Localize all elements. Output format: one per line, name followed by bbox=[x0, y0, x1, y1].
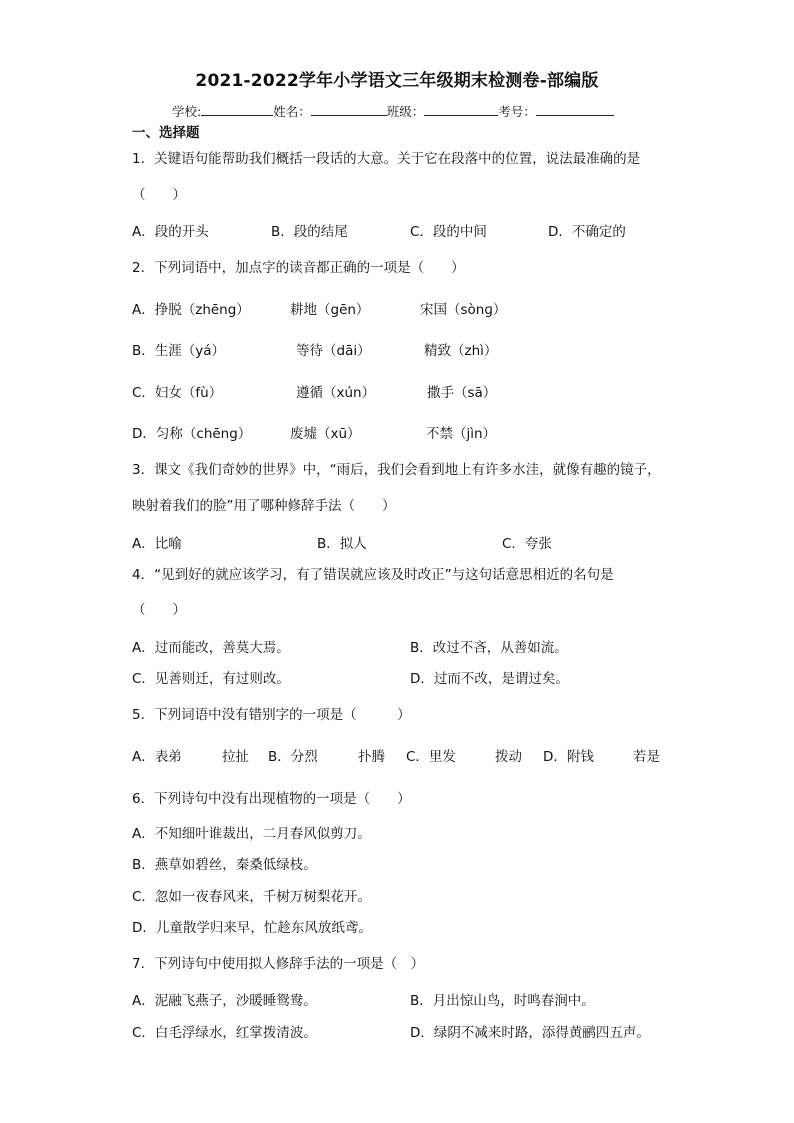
q5-option-d[interactable]: D．附钱 bbox=[543, 749, 594, 765]
question-5-stem: 5．下列词语中没有错别字的一项是（ ） bbox=[132, 707, 411, 723]
question-7-stem: 7．下列诗句中使用拟人修辞手法的一项是（ ） bbox=[132, 956, 425, 972]
question-4-stem: 4．“见到好的就应该学习，有了错误就应该及时改正”与这句话意思相近的名句是 bbox=[132, 567, 614, 583]
q3-option-a[interactable]: A．比喻 bbox=[132, 536, 182, 552]
q2-option-d-word3: 不禁（jìn） bbox=[426, 426, 497, 442]
q2-option-a-word2: 耕地（gēn） bbox=[290, 302, 370, 318]
q3-option-c[interactable]: C．夸张 bbox=[502, 536, 552, 552]
q5-option-c[interactable]: C．里发 bbox=[406, 749, 456, 765]
question-3-stem-cont: 映射着我们的脸”用了哪种修辞手法（ ） bbox=[132, 498, 396, 514]
q2-option-c[interactable]: C．妇女（fù） bbox=[132, 385, 223, 401]
q2-option-a[interactable]: A．挣脱（zhēng） bbox=[132, 302, 250, 318]
q2-option-a-word3: 宋国（sònɡ） bbox=[420, 302, 507, 318]
q7-option-c[interactable]: C．白毛浮绿水，红掌拨清波。 bbox=[132, 1025, 317, 1041]
q6-option-b[interactable]: B．燕草如碧丝，秦桑低绿枝。 bbox=[132, 857, 317, 873]
q5-option-d-word2: 若是 bbox=[633, 749, 660, 765]
q7-option-a[interactable]: A．泥融飞燕子，沙暖睡鸳鸯。 bbox=[132, 993, 317, 1009]
q5-option-c-word2: 拨动 bbox=[495, 749, 522, 765]
q5-option-a-word2: 拉扯 bbox=[222, 749, 249, 765]
q1-option-d[interactable]: D．不确定的 bbox=[548, 224, 626, 240]
q2-option-b-word3: 精致（zhì） bbox=[424, 343, 498, 359]
q2-option-b-word2: 等待（dāi） bbox=[296, 343, 371, 359]
question-1-paren: （ ） bbox=[132, 187, 186, 203]
number-label: 考号： bbox=[498, 104, 536, 119]
name-field[interactable] bbox=[311, 104, 387, 116]
q2-option-d-word2: 废墟（xū） bbox=[290, 426, 361, 442]
question-6-stem: 6．下列诗句中没有出现植物的一项是（ ） bbox=[132, 791, 411, 807]
q2-option-d[interactable]: D．匀称（chēng） bbox=[132, 426, 252, 442]
q6-option-c[interactable]: C．忽如一夜春风来，千树万树梨花开。 bbox=[132, 889, 371, 905]
question-3-stem: 3．课文《我们奇妙的世界》中，“雨后，我们会看到地上有许多水洼，就像有趣的镜子， bbox=[132, 462, 661, 478]
q5-option-a[interactable]: A．表弟 bbox=[132, 749, 182, 765]
q5-option-b-word2: 扑腾 bbox=[358, 749, 385, 765]
q1-option-a[interactable]: A．段的开头 bbox=[132, 224, 209, 240]
q4-option-a[interactable]: A．过而能改，善莫大焉。 bbox=[132, 640, 290, 656]
section-heading: 一、选择题 bbox=[132, 125, 200, 141]
name-label: 姓名： bbox=[273, 104, 311, 119]
q6-option-a[interactable]: A．不知细叶谁裁出，二月春风似剪刀。 bbox=[132, 826, 371, 842]
q2-option-c-word3: 撒手（sā） bbox=[427, 385, 497, 401]
q5-option-b[interactable]: B．分烈 bbox=[268, 749, 318, 765]
q4-option-c[interactable]: C．见善则迁，有过则改。 bbox=[132, 671, 290, 687]
school-label: 学校: bbox=[172, 104, 202, 119]
class-label: 班级： bbox=[386, 104, 425, 119]
q2-option-c-word2: 遵循（xún） bbox=[296, 385, 376, 401]
q6-option-d[interactable]: D．儿童散学归来早，忙趁东风放纸鸢。 bbox=[132, 920, 372, 936]
q1-option-b[interactable]: B．段的结尾 bbox=[271, 224, 348, 240]
q4-option-b[interactable]: B．改过不吝，从善如流。 bbox=[410, 640, 568, 656]
school-field[interactable] bbox=[201, 104, 273, 116]
question-4-paren: （ ） bbox=[132, 602, 186, 618]
question-1-stem: 1．关键语句能帮助我们概括一段话的大意。关于它在段落中的位置，说法最准确的是 bbox=[132, 151, 641, 167]
q2-option-b[interactable]: B．生涯（yá） bbox=[132, 343, 226, 359]
q7-option-d[interactable]: D．绿阴不减来时路，添得黄鹂四五声。 bbox=[410, 1025, 650, 1041]
q1-option-c[interactable]: C．段的中间 bbox=[410, 224, 487, 240]
student-info-line bbox=[172, 104, 614, 119]
number-field[interactable] bbox=[536, 104, 614, 116]
question-2-stem: 2．下列词语中，加点字的读音都正确的一项是（ ） bbox=[132, 260, 465, 276]
q3-option-b[interactable]: B．拟人 bbox=[317, 536, 367, 552]
q7-option-b[interactable]: B．月出惊山鸟，时鸣春涧中。 bbox=[410, 993, 595, 1009]
class-field[interactable] bbox=[424, 104, 498, 116]
q4-option-d[interactable]: D．过而不改，是谓过矣。 bbox=[410, 671, 569, 687]
page-title: 2021-2022学年小学语文三年级期末检测卷-部编版 bbox=[195, 71, 599, 91]
